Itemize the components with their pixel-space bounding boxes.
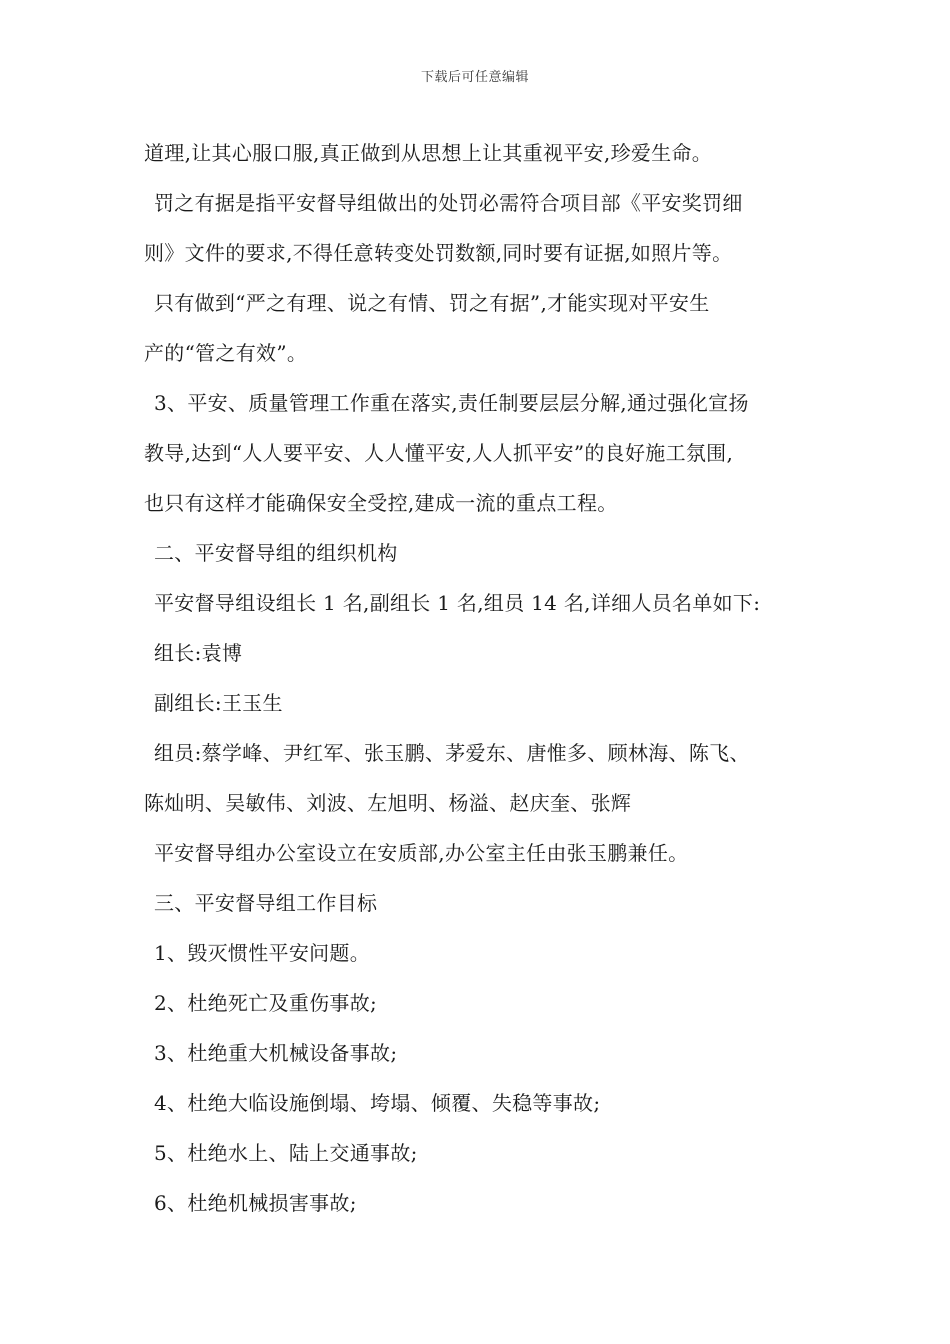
page-header: 下载后可任意编辑 <box>420 70 529 85</box>
body-line: 产的“管之有效”。 <box>144 341 308 365</box>
body-line: 组长:袁博 <box>154 641 243 665</box>
body-line: 平安督导组设组长 1 名,副组长 1 名,组员 14 名,详细人员名单如下: <box>154 591 761 615</box>
body-line: 3、杜绝重大机械设备事故; <box>154 1041 398 1065</box>
body-line: 也只有这样才能确保安全受控,建成一流的重点工程。 <box>144 491 618 515</box>
body-line: 罚之有据是指平安督导组做出的处罚必需符合项目部《平安奖罚细 <box>154 191 743 215</box>
document-body <box>144 128 834 1228</box>
body-line: 则》文件的要求,不得任意转变处罚数额,同时要有证据,如照片等。 <box>144 241 733 265</box>
body-line: 二、平安督导组的组织机构 <box>154 541 398 565</box>
body-line: 3、平安、质量管理工作重在落实,责任制要层层分解,通过强化宣扬 <box>154 391 749 415</box>
body-line: 平安督导组办公室设立在安质部,办公室主任由张玉鹏兼任。 <box>154 841 689 865</box>
body-line: 教导,达到“人人要平安、人人懂平安,人人抓平安”的良好施工氛围, <box>144 441 734 465</box>
body-line: 陈灿明、吴敏伟、刘波、左旭明、杨溢、赵庆奎、张辉 <box>144 791 632 815</box>
body-line: 1、毁灭惯性平安问题。 <box>154 941 371 965</box>
body-line: 副组长:王玉生 <box>154 691 283 715</box>
body-line: 道理,让其心服口服,真正做到从思想上让其重视平安,珍爱生命。 <box>144 141 713 165</box>
body-line: 4、杜绝大临设施倒塌、垮塌、倾覆、失稳等事故; <box>154 1091 601 1115</box>
body-line: 三、平安督导组工作目标 <box>154 891 378 915</box>
body-line: 6、杜绝机械损害事故; <box>154 1191 357 1215</box>
body-line: 2、杜绝死亡及重伤事故; <box>154 991 378 1015</box>
body-line: 组员:蔡学峰、尹红军、张玉鹏、茅爱东、唐惟多、顾林海、陈飞、 <box>154 741 750 765</box>
body-line: 5、杜绝水上、陆上交通事故; <box>154 1141 418 1165</box>
body-line: 只有做到“严之有理、说之有情、罚之有据”,才能实现对平安生 <box>154 291 710 315</box>
